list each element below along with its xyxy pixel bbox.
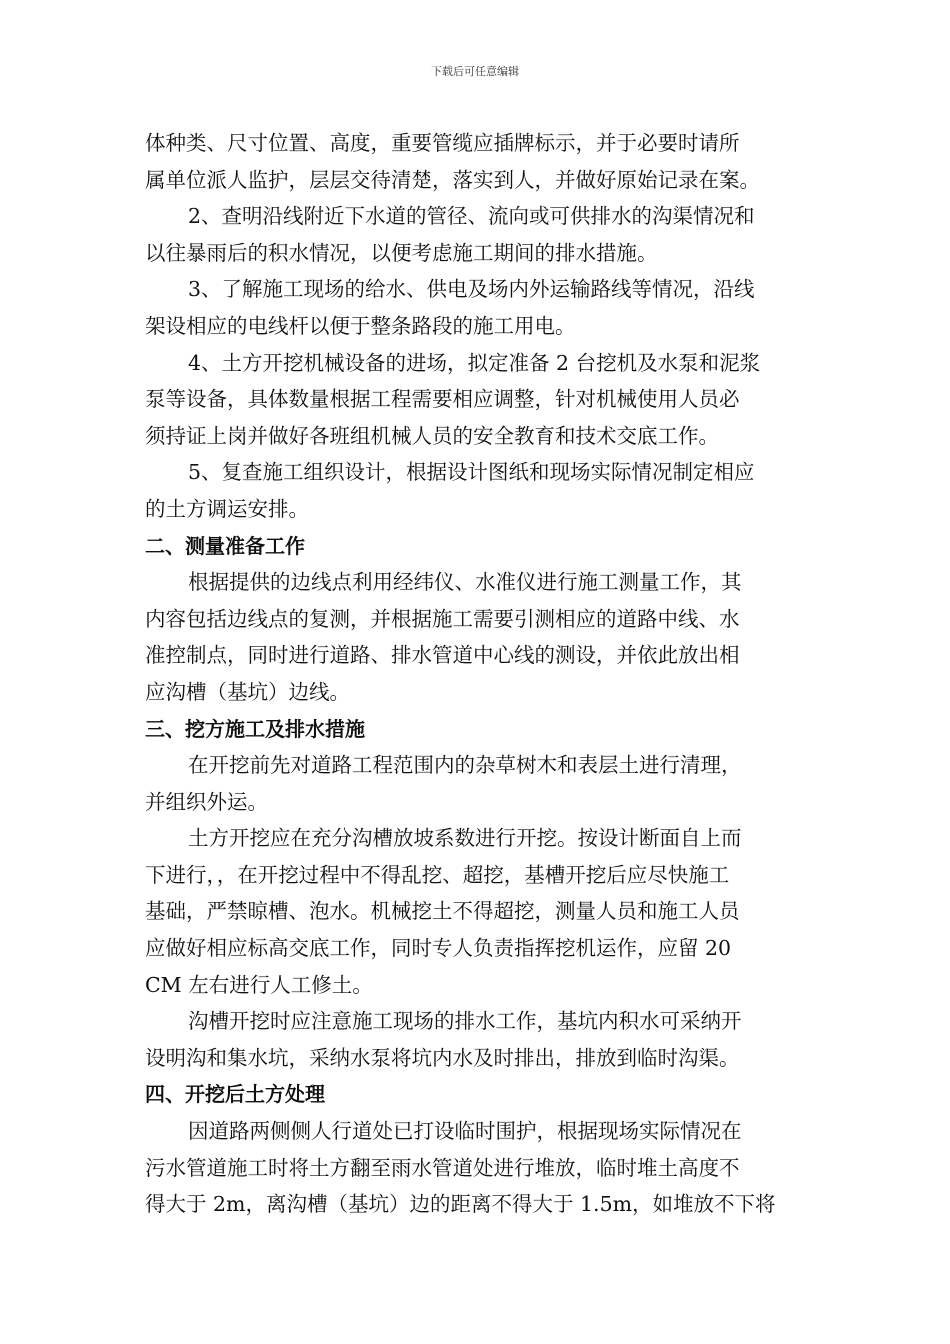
text-line: 因道路两侧侧人行道处已打设临时围护，根据现场实际情况在 [188, 1119, 742, 1144]
text-line: 得大于 2m，离沟槽（基坑）边的距离不得大于 1.5m，如堆放不下将 [145, 1192, 776, 1217]
section-heading: 三、挖方施工及排水措施 [145, 716, 365, 741]
text-line: 污水管道施工时将土方翻至雨水管道处进行堆放，临时堆土高度不 [145, 1155, 740, 1180]
page-header: 下载后可任意编辑 [431, 65, 519, 78]
text-line: 设明沟和集水坑，采纳水泵将坑内水及时排出，排放到临时沟渠。 [145, 1045, 740, 1070]
text-line: 属单位派人监护，层层交待清楚，落实到人，并做好原始记录在案。 [145, 167, 760, 192]
text-line: 根据提供的边线点利用经纬仪、水准仪进行施工测量工作，其 [188, 570, 742, 595]
text-line: 5、复查施工组织设计，根据设计图纸和现场实际情况制定相应 [188, 460, 755, 485]
text-line: 下进行，，在开挖过程中不得乱挖、超挖，基槽开挖后应尽快施工 [145, 862, 730, 887]
section-heading: 四、开挖后土方处理 [145, 1082, 325, 1107]
text-line: 基础，严禁晾槽、泡水。机械挖土不得超挖，测量人员和施工人员 [145, 899, 740, 924]
text-line: 并组织外运。 [145, 789, 268, 814]
text-line: 2、查明沿线附近下水道的管径、流向或可供排水的沟渠情况和 [188, 204, 755, 229]
text-line: 准控制点，同时进行道路、排水管道中心线的测设，并依此放出相 [145, 643, 740, 668]
text-line: 沟槽开挖时应注意施工现场的排水工作，基坑内积水可采纳开 [188, 1009, 742, 1034]
text-line: 应沟槽（基坑）边线。 [145, 679, 350, 704]
text-line: 内容包括边线点的复测，并根据施工需要引测相应的道路中线、水 [145, 606, 740, 631]
text-line: CM 左右进行人工修土。 [145, 972, 373, 997]
text-line: 3、了解施工现场的给水、供电及场内外运输路线等情况，沿线 [188, 277, 755, 302]
text-line: 土方开挖应在充分沟槽放坡系数进行开挖。按设计断面自上而 [188, 826, 742, 851]
text-line: 架设相应的电线杆以便于整条路段的施工用电。 [145, 313, 576, 338]
text-line: 以往暴雨后的积水情况，以便考虑施工期间的排水措施。 [145, 240, 658, 265]
text-line: 体种类、尺寸位置、高度，重要管缆应插牌标示，并于必要时请所 [145, 131, 740, 155]
text-line: 4、土方开挖机械设备的进场，拟定准备 2 台挖机及水泵和泥浆 [188, 350, 761, 375]
text-line: 在开挖前先对道路工程范围内的杂草树木和表层土进行清理， [188, 753, 742, 778]
text-line: 须持证上岗并做好各班组机械人员的安全教育和技术交底工作。 [145, 423, 719, 448]
text-line: 应做好相应标高交底工作，同时专人负责指挥挖机运作，应留 20 [145, 936, 732, 961]
text-line: 泵等设备，具体数量根据工程需要相应调整，针对机械使用人员必 [145, 387, 740, 412]
section-heading: 二、测量准备工作 [145, 533, 305, 558]
document-body [145, 125, 805, 1223]
text-line: 的土方调运安排。 [145, 496, 309, 521]
